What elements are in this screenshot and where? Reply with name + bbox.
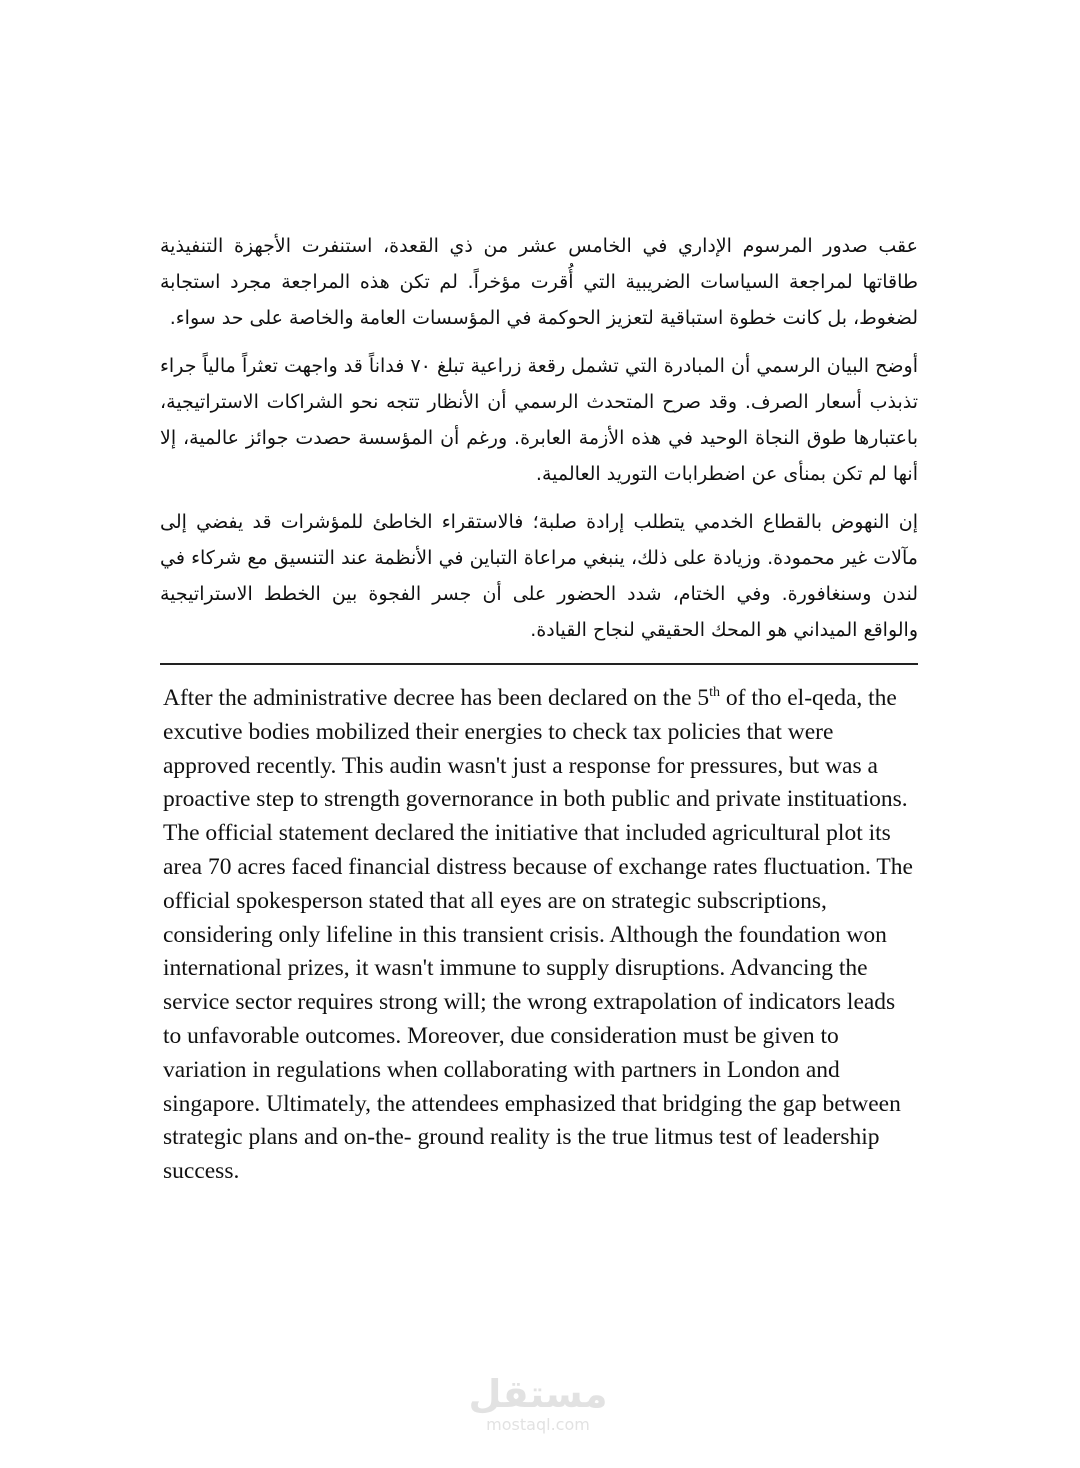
arabic-text-block <box>160 228 918 660</box>
ordinal-superscript: th <box>709 685 721 701</box>
english-text-block <box>163 682 919 1189</box>
arabic-paragraph-3: إن النهوض بالقطاع الخدمي يتطلب إرادة صلبة؛ فالاستقراء الخاطئ للمؤشرات قد يفضي إلى مآلات غير محمودة. وزيادة على ذلك، ينبغي مراعاة التباين في الأنظمة عند التنسيق مع شركاء في لندن وسنغافورة. وفي الختام، شدد الحضور على أن جسر الفجوة بين الخطط الاستراتيجية والواقع الميداني هو المحك الحقيقي لنجاح القيادة. <box>160 511 918 641</box>
arabic-paragraph-1: عقب صدور المرسوم الإداري في الخامس عشر من ذي القعدة، استنفرت الأجهزة التنفيذية طاقاتها لمراجعة السياسات الضريبية التي أُقرت مؤخراً. لم تكن هذه المراجعة مجرد استجابة لضغوط، بل كانت خطوة استباقية لتعزيز الحوكمة في المؤسسات العامة والخاصة على حد سواء. <box>160 235 918 329</box>
mostaql-watermark <box>468 1372 608 1442</box>
english-paragraph <box>163 682 919 1189</box>
english-body: of tho el-qeda, the excutive bodies mobilized their energies to check tax policies that were approved recently. This audin wasn't just a response for pressures, but was a proactive step to strength governorance in both public and private instituations. The official statement declared the initiative that included agricultural plot its area 70 acres faced financial distress because of exchange rates fluctuation. The official spokesperson stated that all eyes are on strategic subscriptions, considering only lifeline in this transient crisis. Although the foundation won international prizes, it wasn't immune to supply disruptions. Advancing the service sector requires strong will; the wrong extrapolation of indicators leads to unfavorable outcomes. Moreover, due consideration must be given to variation in regulations when collaborating with partners in London and singapore. Ultimately, the attendees emphasized that bridging the gap between strategic plans and on-the- ground reality is the true litmus test of leadership success. <box>163 685 913 1185</box>
watermark-logo-latin: mostaql.com <box>486 1415 590 1434</box>
watermark-logo-arabic: مستقل <box>468 1372 608 1416</box>
arabic-paragraph-2: أوضح البيان الرسمي أن المبادرة التي تشمل رقعة زراعية تبلغ ٧٠ فداناً قد واجهت تعثراً مالياً جراء تذبذب أسعار الصرف. وقد صرح المتحدث الرسمي أن الأنظار تتجه نحو الشراكات الاستراتيجية، باعتبارها طوق النجاة الوحيد في هذه الأزمة العابرة. ورغم أن المؤسسة حصدت جوائز عالمية، إلا أنها لم تكن بمنأى عن اضطرابات التوريد العالمية. <box>160 355 918 485</box>
section-divider <box>160 663 918 665</box>
english-lead: After the administrative decree has been declared on the 5 <box>163 685 710 711</box>
